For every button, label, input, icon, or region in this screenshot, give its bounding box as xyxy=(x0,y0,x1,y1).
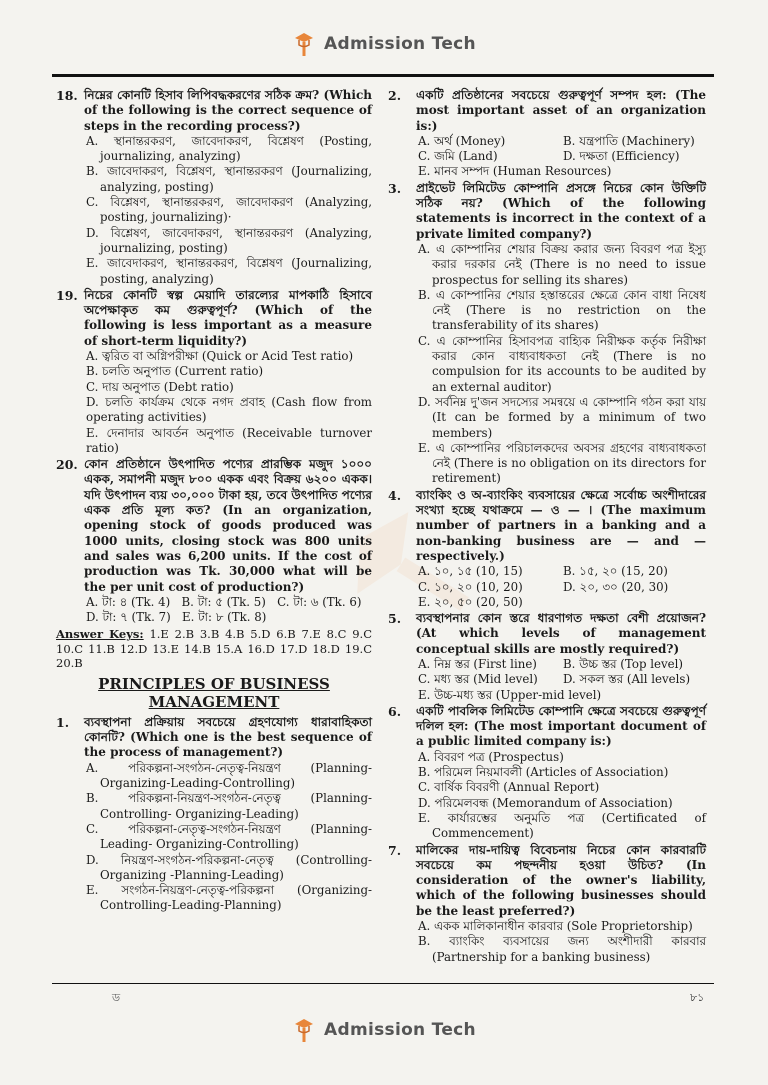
option-e: E. সংগঠন-নিয়ন্ত্রণ-নেতৃত্ব-পরিকল্পনা (Organizing-Controlling-Leading-Planning) xyxy=(86,883,372,913)
option-a: A. টা: ৪ (Tk. 4) xyxy=(86,594,171,609)
option-d: D. সর্বনিম্ন দু'জন সদস্যের সমন্বয়ে এ কোম্পানি গঠন করা যায় (It can be formed by a minimum of two members) xyxy=(418,394,706,440)
option-b: B. টা: ৫ (Tk. 5) xyxy=(181,594,266,609)
option-d: D. চলতি কার্যক্রম থেকে নগদ প্রবাহ (Cash flow from operating activities) xyxy=(86,394,372,425)
option-c: C. টা: ৬ (Tk. 6) xyxy=(277,594,362,609)
option-d: D. টা: ৭ (Tk. 7) xyxy=(86,610,171,625)
question-stem-en: (In an organization, opening stock of goods produced was 1000 units, closing stock was 800 units and sales was 6,200 units. If the cost of production was Tk. 30,000 what will be the per unit cost of production?) xyxy=(84,503,372,594)
option-e: E. ২০, ৫০ (20, 50) xyxy=(418,594,523,609)
option-d: D. বিশ্লেষণ, জাবেদাকরণ, স্থানান্তরকরণ (Analyzing, journalizing, posting) xyxy=(86,225,372,255)
option-c: C. পরিকল্পনা-নেতৃত্ব-সংগঠন-নিয়ন্ত্রণ (Planning-Leading- Organizing-Controlling) xyxy=(86,821,372,852)
option-c: C. বিশ্লেষণ, স্থানান্তরকরণ, জাবেদাকরণ (Analyzing, posting, journalizing)· xyxy=(86,195,372,225)
option-a: A. নিম্ন স্তর (First line) xyxy=(418,656,537,671)
question-stem: মালিকের দায়-দায়িত্ব বিবেচনায় নিচের কোন কারবারটি সবচেয়ে কম পছন্দনীয় হওয়া উচিত? (In consideration of the owner's liability, which of the following businesses should be the least preferred?) xyxy=(416,842,706,918)
option-c: C. দায় অনুপাত (Debt ratio) xyxy=(86,379,234,394)
question-1 xyxy=(56,715,372,914)
answer-keys-label: Answer Keys: xyxy=(56,627,144,642)
option-e: E. এ কোম্পানির পরিচালকদের অবসর গ্রহণের বাধ্যবাধকতা নেই (There is no obligation on its directors for retirement) xyxy=(418,440,706,486)
option-e: E. কার্যারম্ভের অনুমতি পত্র (Certificated of Commencement) xyxy=(418,810,706,841)
question-number: 19. xyxy=(56,287,78,303)
option-e: E. জাবেদাকরণ, স্থানান্তরকরণ, বিশ্লেষণ (Journalizing, posting, analyzing) xyxy=(86,256,372,286)
question-stem: ব্যবস্থাপনার কোন স্তরে ধারণাগত দক্ষতা বেশী প্রয়োজন? (At which levels of management conceptual skills are mostly required?) xyxy=(416,611,706,656)
section-title: PRINCIPLES OF BUSINESS MANAGEMENT xyxy=(98,674,330,711)
question-number: 20. xyxy=(56,457,78,473)
option-e: E. দেনাদার আবর্তন অনুপাত (Receivable turnover ratio) xyxy=(86,425,372,455)
brand-name: Admission Tech xyxy=(324,34,476,54)
option-a: A. বিবরণ পত্র (Prospectus) xyxy=(418,749,564,764)
option-a: A. স্থানান্তরকরণ, জাবেদাকরণ, বিশ্লেষণ (Posting, journalizing, analyzing) xyxy=(86,133,372,164)
question-number: 4. xyxy=(388,487,402,503)
question-number: 7. xyxy=(388,842,402,858)
question-19 xyxy=(56,288,372,456)
option-b: B. জাবেদাকরণ, বিশ্লেষণ, স্থানান্তরকরণ (Journalizing, analyzing, posting) xyxy=(86,164,372,194)
option-b: B. এ কোম্পানির শেয়ার হস্তান্তরের ক্ষেত্রে কোন বাধা নিষেধ নেই (There is no restriction on the transferability of its shares) xyxy=(418,287,706,333)
option-a: A. ১০, ১৫ (10, 15) xyxy=(418,564,523,579)
header-brand xyxy=(0,28,768,60)
brand-name: Admission Tech xyxy=(324,1020,476,1040)
question-6 xyxy=(388,704,706,842)
option-a: A. এ কোম্পানির শেয়ার বিক্রয় করার জন্য বিবরণ পত্র ইস্যু করার দরকার নেই (There is no need to issue prospectus for selling its shares) xyxy=(418,241,706,287)
question-number: 3. xyxy=(388,180,402,196)
footer-mark: ড xyxy=(112,991,121,1004)
option-d: D. সকল স্তর (All levels) xyxy=(563,672,691,687)
left-column xyxy=(56,88,372,915)
question-2 xyxy=(388,88,706,180)
question-3 xyxy=(388,181,706,487)
question-stem-bn: কোন প্রতিষ্ঠানে উৎপাদিত পণ্যের প্রারম্ভিক মজুদ ১০০০ একক, সমাপনী মজুদ ৮০০ একক এবং বিক্রয় ৬২০০ একক। যদি উৎপাদন ব্যয় ৩০,০০০ টাকা হয়, তবে উৎপাদিত পণ্যের একক প্রতি মূল্য কত? (In an organization, opening stock of goods produced was 1000 units, closing stock was 800 units and sales was 6,200 units. If the cost of production was Tk. 30,000 what will be the per unit cost of production?) xyxy=(84,457,372,594)
question-number: 5. xyxy=(388,611,402,627)
question-stem: ব্যবস্থাপনা প্রক্রিয়ায় সবচেয়ে গ্রহণযোগ্য ধারাবাহিকতা কোনটি? (Which one is the best sequence of the process of management?) xyxy=(84,714,372,760)
question-5 xyxy=(388,611,706,703)
question-number: 6. xyxy=(388,703,402,719)
top-rule xyxy=(52,74,714,77)
answer-keys xyxy=(56,627,372,671)
option-d: D. পরিমেলবন্ধ (Memorandum of Association) xyxy=(418,795,673,810)
option-d: D. দক্ষতা (Efficiency) xyxy=(563,149,680,164)
option-b: B. চলতি অনুপাত (Current ratio) xyxy=(86,364,264,379)
option-d: D. নিয়ন্ত্রণ-সংগঠন-পরিকল্পনা-নেতৃত্ব (Controlling-Organizing -Planning-Leading) xyxy=(86,852,372,882)
option-b: B. পরিমেল নিয়মাবলী (Articles of Association) xyxy=(418,765,669,780)
question-stem: প্রাইভেট লিমিটেড কোম্পানি প্রসঙ্গে নিচের কোন উক্তিটি সঠিক নয়? (Which of the following statements is incorrect in the context of a private limited company?) xyxy=(416,180,706,241)
option-e: E. টা: ৮ (Tk. 8) xyxy=(182,610,267,625)
question-20 xyxy=(56,457,372,625)
option-b: B. যন্ত্রপাতি (Machinery) xyxy=(563,133,695,148)
question-number: 1. xyxy=(56,714,70,730)
option-a: A. একক মালিকানাধীন কারবার (Sole Proprietorship) xyxy=(418,919,693,934)
options-grid xyxy=(416,564,706,595)
question-stem: নিম্নের কোনটি হিসাব লিপিবদ্ধকরণের সঠিক ক্রম? (Which of the following is the correct sequence of steps in the recording process?) xyxy=(84,88,372,133)
option-a: A. পরিকল্পনা-সংগঠন-নেতৃত্ব-নিয়ন্ত্রণ (Planning-Organizing-Leading-Controlling) xyxy=(86,760,372,791)
option-a: A. অর্থ (Money) xyxy=(418,133,506,148)
page-number: ৮১ xyxy=(690,991,705,1004)
bottom-rule xyxy=(52,983,714,984)
option-b: B. পরিকল্পনা-নিয়ন্ত্রণ-সংগঠন-নেতৃত্ব (Planning-Controlling- Organizing-Leading) xyxy=(86,791,372,821)
answer-keys-text: 1.E 2.B 3.B 4.B 5.D 6.B 7.E 8.C 9.C 10.C 11.B 12.D 13.E 14.B 15.A 16.D 17.D 18.D 19.C 20.B xyxy=(56,627,373,671)
option-d: D. ২০, ৩০ (20, 30) xyxy=(563,579,669,594)
question-stem: একটি প্রতিষ্ঠানের সবচেয়ে গুরুত্বপূর্ণ সম্পদ হল: (The most important asset of an organization is:) xyxy=(416,88,706,133)
option-b: B. ১৫, ২০ (15, 20) xyxy=(563,564,668,579)
question-stem: ব্যাংকিং ও অ-ব্যাংকিং ব্যবসায়ের ক্ষেত্রে সর্বোচ্চ অংশীদারের সংখ্যা হচ্ছে যথাক্রমে — ও — । (The maximum number of partners in a banking and a non-banking business are — and — respectively.) xyxy=(416,487,706,563)
option-b: B. উচ্চ স্তর (Top level) xyxy=(563,656,684,671)
option-c: C. বার্ষিক বিবরণী (Annual Report) xyxy=(418,780,600,795)
option-e: E. মানব সম্পদ (Human Resources) xyxy=(418,164,612,179)
option-b: B. ব্যাংকিং ব্যবসায়ের জন্য অংশীদারী কারবার (Partnership for a banking business) xyxy=(418,934,706,964)
question-7 xyxy=(388,843,706,965)
options-row-2 xyxy=(84,610,372,625)
right-column xyxy=(388,88,706,966)
footer-brand xyxy=(0,1014,768,1046)
option-c: C. ১০, ২০ (10, 20) xyxy=(418,579,523,594)
option-c: C. মধ্য স্তর (Mid level) xyxy=(418,672,538,687)
question-stem: একটি পাবলিক লিমিটেড কোম্পানি ক্ষেত্রে সবচেয়ে গুরুত্বপূর্ণ দলিল হল: (The most important document of a public limited company is:) xyxy=(416,703,706,749)
question-number: 18. xyxy=(56,88,78,103)
brand-logo-icon xyxy=(292,1016,316,1044)
question-stem: নিচের কোনটি স্বল্প মেয়াদি তারল্যের মাপকাঠি হিসাবে অপেক্ষাকৃত কম গুরুত্বপূর্ণ? (Which of the following is less important as a measure of short-term liquidity?) xyxy=(84,287,372,348)
option-a: A. ত্বরিত বা অগ্নিপরীক্ষা (Quick or Acid Test ratio) xyxy=(86,349,354,364)
question-18 xyxy=(56,88,372,287)
option-e: E. উচ্চ-মধ্য স্তর (Upper-mid level) xyxy=(418,687,602,702)
options-row-1 xyxy=(84,595,372,610)
option-c: C. জমি (Land) xyxy=(418,149,498,164)
options-grid xyxy=(416,657,706,688)
option-c: C. এ কোম্পানির হিসাবপত্র বাহ্যিক নিরীক্ষক কর্তৃক নিরীক্ষা করার কোন বাধ্যবাধকতা নেই (There is no compulsion for its accounts to be audited by an external auditor) xyxy=(418,333,706,394)
options-grid xyxy=(416,134,706,165)
question-4 xyxy=(388,488,706,610)
question-number: 2. xyxy=(388,88,402,103)
brand-logo-icon xyxy=(292,30,316,58)
